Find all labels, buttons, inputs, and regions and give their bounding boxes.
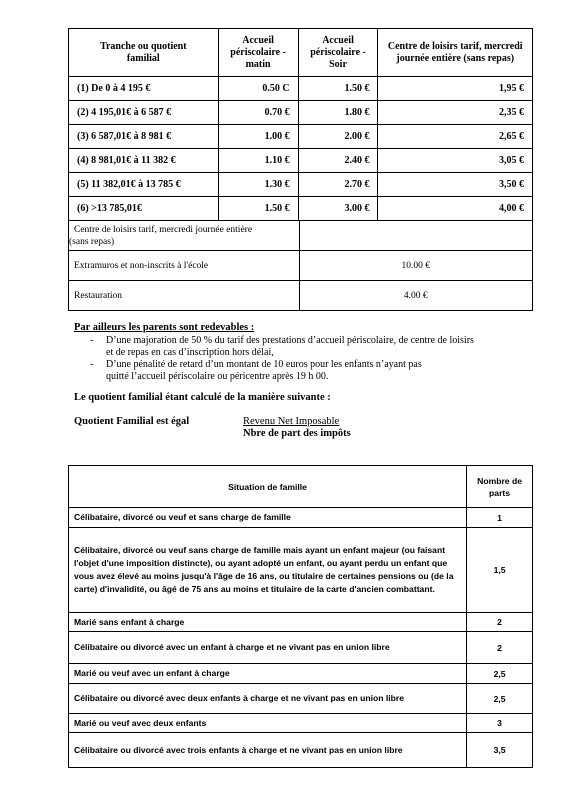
list-item-line: D’une pénalité de retard d’un montant de 10 euros pour les enfants n’ayant pas: [106, 359, 422, 370]
table-row: [69, 101, 533, 125]
table-row: [69, 149, 533, 173]
extra-label-cell: Extramuros et non-inscrits à l'école: [69, 251, 300, 281]
parts-cell: 2: [467, 613, 533, 632]
parts-header-row: [69, 466, 533, 508]
tranche-cell: (2) 4 195,01€ à 6 587 €: [69, 101, 219, 125]
mercredi-cell: 3,50 €: [378, 173, 533, 197]
soir-cell: 2.00 €: [298, 125, 378, 149]
parts-cell: 2,5: [467, 684, 533, 714]
list-item: [74, 359, 474, 383]
mercredi-cell: 2,65 €: [378, 125, 533, 149]
table-row: [69, 281, 533, 311]
matin-cell: 1.30 €: [218, 173, 298, 197]
mercredi-cell: 1,95 €: [378, 77, 533, 101]
redevables-section: [74, 322, 474, 383]
table-row: [69, 125, 533, 149]
extra-header-cell: [69, 221, 300, 251]
table-row: [69, 251, 533, 281]
situation-cell: Célibataire, divorcé ou veuf sans charge de famille mais ayant un enfant majeur (ou faisant l'objet d'une imposition distincte), ou ayant adopté un enfant, ou ayant perdu un enfant que vous avez élevé au moins jusqu'à l'âge de 16 ans, ou titulaire de certaines pensions ou (de la carte) d'invalidité, ou âgé de 75 ans au moins et titulaire de la carte d'ancien combattant.: [69, 528, 467, 613]
quotient-numerator: Revenu Net Imposable: [243, 416, 340, 427]
tarifs-header: Tranche ou quotient familial: [69, 29, 219, 77]
table-row: [69, 173, 533, 197]
table-row: [69, 197, 533, 221]
redevables-title: Par ailleurs les parents sont redevables :: [74, 322, 255, 333]
matin-cell: 1.50 €: [218, 197, 298, 221]
soir-cell: 2.40 €: [298, 149, 378, 173]
matin-cell: 1.00 €: [218, 125, 298, 149]
matin-cell: 0.50 C: [218, 77, 298, 101]
mercredi-cell: 3,05 €: [378, 149, 533, 173]
table-row: [69, 528, 533, 613]
soir-cell: 1.80 €: [298, 101, 378, 125]
situation-cell: Célibataire ou divorcé avec trois enfants à charge et ne vivant pas en union libre: [69, 733, 467, 768]
tranche-cell: (1) De 0 à 4 195 €: [69, 77, 219, 101]
tarifs-header: Centre de loisirs tarif, mercredi journée entière (sans repas): [378, 29, 533, 77]
tarifs-header: Accueil périscolaire - Soir: [298, 29, 378, 77]
extra-value-cell: 4.00 €: [299, 281, 532, 311]
mercredi-cell: 2,35 €: [378, 101, 533, 125]
tranche-cell: (5) 11 382,01€ à 13 785 €: [69, 173, 219, 197]
parts-header: Situation de famille: [69, 466, 467, 508]
matin-cell: 1.10 €: [218, 149, 298, 173]
table-row: [69, 733, 533, 768]
table-row: [69, 77, 533, 101]
situation-cell: Célibataire ou divorcé avec un enfant à charge et ne vivant pas en union libre: [69, 632, 467, 664]
parts-cell: 1,5: [467, 528, 533, 613]
list-item-line: quitté l’accueil périscolaire ou péricentre après 19 h 00.: [106, 371, 329, 382]
extra-label-cell: Restauration: [69, 281, 300, 311]
parts-cell: 3: [467, 714, 533, 733]
parts-cell: 2,5: [467, 664, 533, 684]
table-row: [69, 632, 533, 664]
dash-bullet: -: [90, 359, 94, 370]
parts-table: [68, 465, 533, 768]
tarifs-header-row: [69, 29, 533, 77]
mercredi-cell: 4,00 €: [378, 197, 533, 221]
quotient-label: Quotient Familial est égal: [74, 416, 190, 427]
tranche-cell: (3) 6 587,01€ à 8 981 €: [69, 125, 219, 149]
extra-header-line: Centre de loisirs tarif, mercredi journée entière: [74, 224, 253, 235]
situation-cell: Marié sans enfant à charge: [69, 613, 467, 632]
soir-cell: 2.70 €: [298, 173, 378, 197]
extra-tarifs-table: [68, 220, 533, 311]
situation-cell: Marié ou veuf avec un enfant à charge: [69, 664, 467, 684]
tarifs-header: Accueil périscolaire - matin: [218, 29, 298, 77]
soir-cell: 1.50 €: [298, 77, 378, 101]
matin-cell: 0.70 €: [218, 101, 298, 125]
situation-cell: Célibataire ou divorcé avec deux enfants à charge et ne vivant pas en union libre: [69, 684, 467, 714]
list-item-line: D’une majoration de 50 % du tarif des prestations d’accueil périscolaire, de centre de loisirs: [106, 335, 474, 346]
table-row: [69, 714, 533, 733]
table-row: [69, 684, 533, 714]
extra-header-row: [69, 221, 533, 251]
quotient-denominator: Nbre de part des impôts: [243, 428, 351, 439]
tarifs-table: [68, 28, 533, 221]
table-row: [69, 664, 533, 684]
situation-cell: Marié ou veuf avec deux enfants: [69, 714, 467, 733]
parts-cell: 1: [467, 508, 533, 528]
parts-cell: 2: [467, 632, 533, 664]
soir-cell: 3.00 €: [298, 197, 378, 221]
table-row: [69, 508, 533, 528]
extra-value-cell: 10.00 €: [299, 251, 532, 281]
tranche-cell: (6) >13 785,01€: [69, 197, 219, 221]
list-item-line: et de repas en cas d’inscription hors délai,: [106, 347, 274, 358]
parts-cell: 3,5: [467, 733, 533, 768]
extra-header-line: (sans repas): [69, 236, 115, 247]
list-item: [74, 335, 474, 359]
quotient-intro: Le quotient familial étant calculé de la manière suivante :: [74, 392, 331, 403]
situation-cell: Célibataire, divorcé ou veuf et sans charge de famille: [69, 508, 467, 528]
table-row: [69, 613, 533, 632]
parts-header: Nombre de parts: [467, 466, 533, 508]
tranche-cell: (4) 8 981,01€ à 11 382 €: [69, 149, 219, 173]
extra-header-empty: [299, 221, 532, 251]
dash-bullet: -: [90, 335, 94, 346]
